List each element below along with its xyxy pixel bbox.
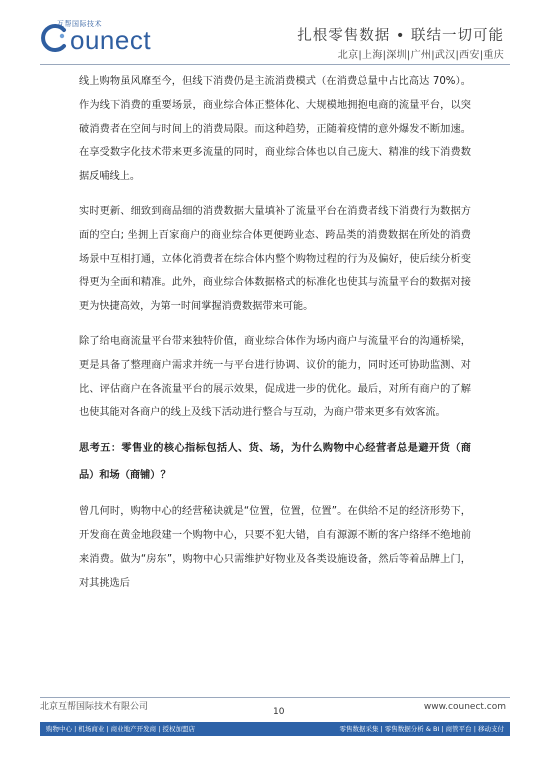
footer-company: 北京互帮国际技术有限公司 [40,702,149,712]
footer-website: www.counect.com [423,702,506,712]
header-cities: 北京|上海|深圳|广州|武汉|西安|重庆 [337,50,504,61]
logo-c-icon [40,23,70,53]
header-divider [40,64,510,65]
footer-bar-left-text: 购物中心 | 机场商业 | 商业地产开发商 | 授权加盟店 [46,725,195,733]
paragraph: 曾几何时，购物中心的经营秘诀就是“位置，位置，位置”。在供给不足的经济形势下，开发商在黄金地段建一个购物中心，只要不犯大错，自有源源不断的客户络绎不绝地前来消费。做为“房东”，购物中心只需维护好物业及各类设施设备，然后等着品牌上门，对其挑选后 [79,506,471,589]
logo-wordmark: ounect [70,25,152,55]
footer-bar-right-text: 零售数据采集 | 零售数据分析 & BI | 商管平台 | 移动支付 [339,725,504,733]
paragraph: 实时更新、细致到商品细的消费数据大量填补了流量平台在消费者线下消费行为数据方面的空白; 坐拥上百家商户的商业综合体更便跨业态、跨品类的消费数据在所处的消费场景中互相打通，立体化消费者在综合体内整个购物过程的行为及偏好，使后续分析变得更为全面和精准。此外，商业综合体数据格式的标准化也使其与流量平台的数据对接更为快捷高效，为第一时间掌握消费数据带来可能。 [79,205,471,313]
page-header [0,0,550,72]
paragraph: 除了给电商流量平台带来独特价值，商业综合体作为场内商户与流量平台的沟通桥梁，更是具备了整理商户需求并统一与平台进行协调、议价的能力，同时还可协助监测、对比、评估商户在各流量平台的展示效果，促成进一步的优化。最后，对所有商户的了解也使其能对各商户的线上及线下活动进行整合与互动，为商户带来更多有效客流。 [79,335,471,419]
header-slogan: 扎根零售数据 • 联结一切可能 [297,28,504,44]
section-question-heading: 思考五：零售业的核心指标包括人、货、场，为什么购物中心经营者总是避开货（商品）和场（商铺）？ [79,443,471,482]
logo-tagline: 互帮国际技术 [57,20,102,28]
footer-bar [40,722,510,736]
page-number: 10 [273,707,285,717]
footer-divider [40,697,510,698]
paragraph: 线上购物虽风靡至今，但线下消费仍是主流消费模式（在消费总量中占比高达 70%）。作为线下消费的重要场景，商业综合体正整体化、大规模地拥抱电商的流量平台，以突破消费者在空间与时间上的消费局限。而这种趋势，正随着疫情的意外爆发不断加速。在享受数字化技术带来更多流量的同时，商业综合体也以自己庞大、精准的线下消费数据反哺线上。 [79,76,471,183]
document-body [79,70,471,595]
